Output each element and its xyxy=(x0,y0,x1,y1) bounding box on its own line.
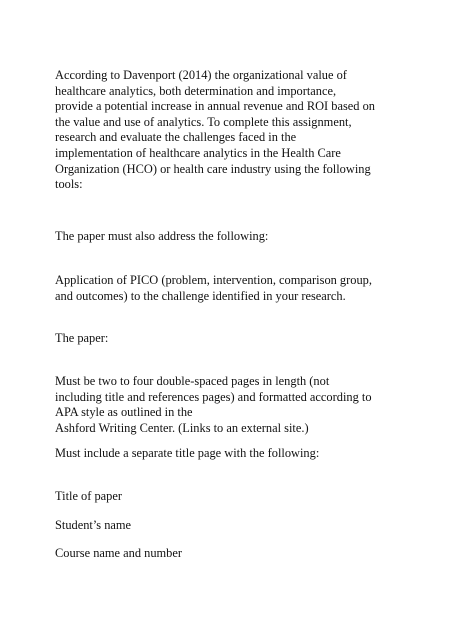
title-page-heading: Must include a separate title page with the following: xyxy=(55,446,320,460)
length-requirement-paragraph: Must be two to four double-spaced pages in length (not including title and references pages) and formatted according to APA style as outlined in the Ashford Writing Center. (Links to an external site.) xyxy=(55,374,372,435)
student-name-item: Student’s name xyxy=(55,518,132,532)
intro-paragraph: According to Davenport (2014) the organizational value of healthcare analytics, both determination and importance, provide a potential increase in annual revenue and ROI based on the value and use of analytics. To complete this assignment, research and evaluate the challenges faced in the implementation of healthcare analytics in the Health Care Organization (HCO) or health care industry using the following tools: xyxy=(55,68,375,192)
address-heading: The paper must also address the following: xyxy=(55,229,269,243)
paper-heading: The paper: xyxy=(55,331,109,345)
course-name-item: Course name and number xyxy=(55,546,182,560)
pico-paragraph: Application of PICO (problem, intervention, comparison group, and outcomes) to the challenge identified in your research. xyxy=(55,273,372,303)
title-of-paper-item: Title of paper xyxy=(55,489,122,503)
